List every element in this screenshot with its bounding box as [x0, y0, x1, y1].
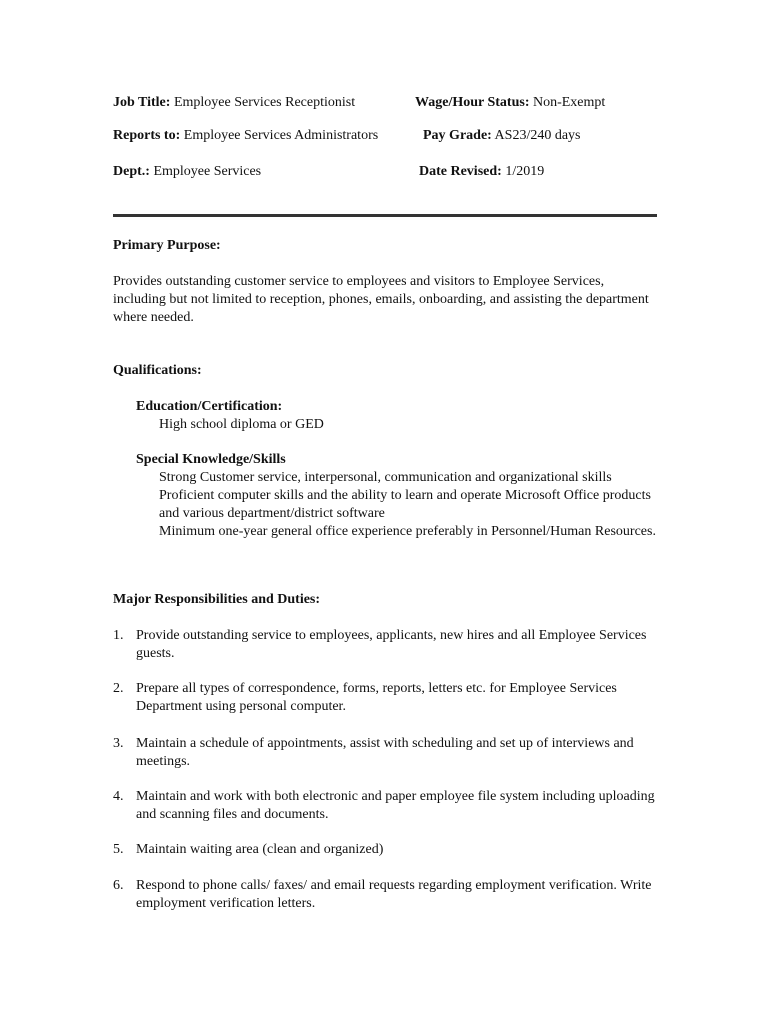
skill-item: Strong Customer service, interpersonal, communication and organizational skills: [159, 470, 612, 485]
education-text: High school diploma or GED: [159, 417, 324, 432]
date-revised-field: [419, 163, 544, 181]
responsibilities-heading-text: Major Responsibilities and Duties:: [113, 592, 321, 607]
education-heading: [136, 398, 282, 416]
list-item-number: 3.: [113, 736, 124, 751]
list-item-text: Prepare all types of correspondence, forms, reports, letters etc. for Employee Services Department using personal computer.: [136, 681, 617, 714]
dept-field: [113, 163, 261, 181]
dept-value: Employee Services: [149, 164, 262, 179]
reports-to-label: Reports to:: [113, 128, 181, 143]
primary-purpose-text: Provides outstanding customer service to employees and visitors to Employee Services, including but not limited to reception, phones, emails, onboarding, and assisting the department where needed.: [113, 274, 649, 325]
reports-to-value: Employee Services Administrators: [180, 128, 379, 143]
header-divider: [113, 214, 657, 217]
dept-label: Dept.:: [113, 164, 150, 179]
skills-heading-text: Special Knowledge/Skills: [136, 452, 286, 467]
education-heading-text: Education/Certification:: [136, 399, 283, 414]
list-item-number: 5.: [113, 842, 124, 857]
job-title-value: Employee Services Receptionist: [170, 95, 356, 110]
skills-heading: [136, 451, 286, 469]
skill-item: Proficient computer skills and the ability to learn and operate Microsoft Office products and various department/district software: [159, 488, 651, 521]
list-item-number: 2.: [113, 681, 124, 696]
list-item-text: Provide outstanding service to employees, applicants, new hires and all Employee Services guests.: [136, 628, 647, 661]
list-item-text: Maintain and work with both electronic and paper employee file system including uploading and scanning files and documents.: [136, 789, 655, 822]
pay-grade-label: Pay Grade:: [423, 128, 492, 143]
wage-hour-status-field: [415, 94, 605, 112]
job-title-label: Job Title:: [113, 95, 171, 110]
primary-purpose-heading: [113, 237, 221, 255]
list-item-number: 1.: [113, 628, 124, 643]
list-item-text: Respond to phone calls/ faxes/ and email requests regarding employment verification. Write employment verification letters.: [136, 878, 652, 911]
pay-grade-field: [423, 127, 581, 145]
primary-purpose-heading-text: Primary Purpose:: [113, 238, 221, 253]
date-revised-value: 1/2019: [501, 164, 545, 179]
list-item-number: 6.: [113, 878, 124, 893]
qualifications-heading-text: Qualifications:: [113, 363, 202, 378]
wage-hour-status-label: Wage/Hour Status:: [415, 95, 530, 110]
responsibilities-heading: [113, 591, 320, 609]
list-item-text: Maintain waiting area (clean and organized): [136, 842, 384, 857]
wage-hour-status-value: Non-Exempt: [529, 95, 606, 110]
list-item-text: Maintain a schedule of appointments, assist with scheduling and set up of interviews and meetings.: [136, 736, 634, 769]
qualifications-heading: [113, 362, 202, 380]
pay-grade-value: AS23/240 days: [491, 128, 581, 143]
list-item-number: 4.: [113, 789, 124, 804]
date-revised-label: Date Revised:: [419, 164, 502, 179]
reports-to-field: [113, 127, 378, 145]
job-title-field: [113, 94, 355, 112]
skill-item: Minimum one-year general office experience preferably in Personnel/Human Resources.: [159, 524, 656, 539]
